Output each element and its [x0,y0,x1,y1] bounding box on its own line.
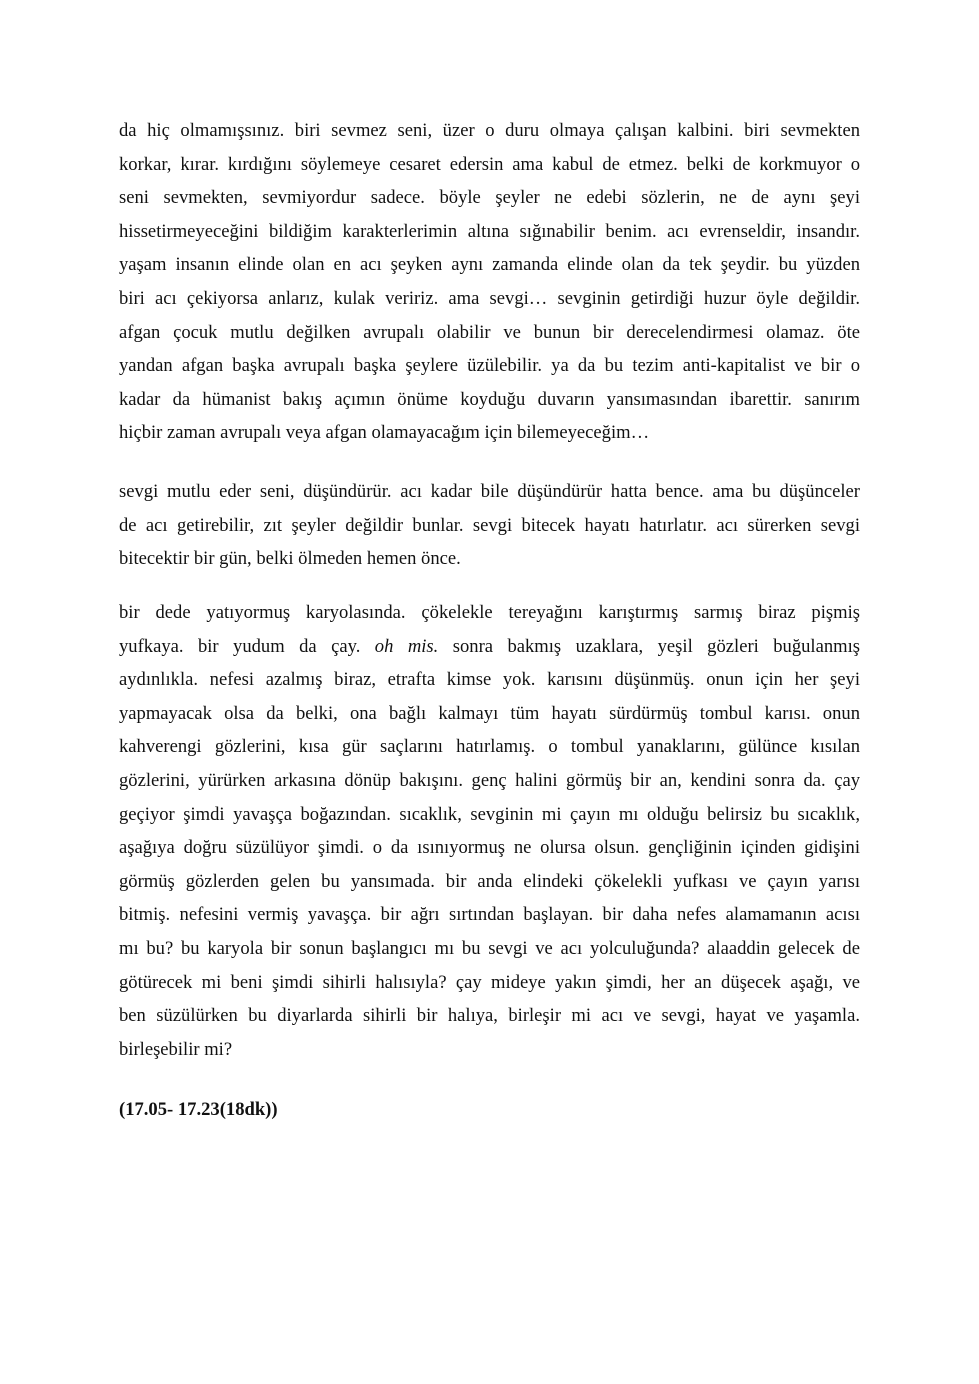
text-segment: sonra bakmış uzaklara, yeşil gözleri buğulanmış [452,635,860,657]
text-line: yaşam insanın elinde olan en acı şeyken aynı zamanda elinde olan da tek şeydir. bu yüzden [119,254,860,276]
text-line: hiçbir zaman avrupalı veya afgan olamayacağım için bilemeyeceğim… [119,422,650,444]
paragraph-1 [119,114,860,450]
text-line: de acı getirebilir, zıt şeyler değildir bunlar. sevgi bitecek hayatı hatırlatır. acı sürerken sevgi [119,514,860,536]
italic-phrase: oh mis. [374,635,439,657]
text-line: geçiyor şimdi yavaşça boğazından. sıcaklık, sevginin mi çayın mı olduğu belirsiz bu sıcaklık, [119,803,860,825]
text-line-with-italic [119,630,860,664]
text-line: yandan afgan başka avrupalı başka şeylere üzülebilir. ya da bu tezim anti-kapitalist ve bir o [119,355,860,377]
text-line: hissetirmeyeceğini bildiğim karakterlerimin altına sığınabilir benim. acı evrenseldir, insandır. [119,220,860,242]
text-line: da hiç olmamışsınız. biri sevmez seni, üzer o duru olmaya çalışan kalbini. biri sevmekten [119,120,860,141]
time-signature [119,1093,860,1127]
text-line: kadar da hümanist bakış açımın önüme koyduğu duvarın yansımasından ibarettir. sanırım [119,388,860,410]
text-line: bir dede yatıyormuş karyolasında. çökelekle tereyağını karıştırmış sarmış biraz pişmiş [119,602,860,623]
text-line: götürecek mi beni şimdi sihirli halısıyla? çay mideye yakın şimdi, her an düşecek aşağı, ve [119,971,860,993]
text-line: ben süzülürken bu diyarlarda sihirli bir halıya, birleşir mi acı ve sevgi, hayat ve yaşamla. [119,1005,860,1027]
text-segment: yufkaya. bir yudum da çay. [119,635,361,657]
text-line: bitmiş. nefesini vermiş yavaşça. bir ağrı sırtından başlayan. bir daha nefes alamamanın acısı [119,904,860,926]
text-line: korkar, kırar. kırdığını söylemeye cesaret edersin ama kabul de etmez. belki de korkmuyor o [119,153,860,175]
text-line: sevgi mutlu eder seni, düşündürür. acı kadar bile düşündürür hatta bence. ama bu düşünceler [119,481,860,502]
text-line: gözlerini, yürürken arkasına dönüp bakışını. genç halini görmüş bir an, kendini sonra da. çay [119,769,860,791]
text-line: afgan çocuk mutlu değilken avrupalı olabilir ve bunun bir derecelendirmesi olamaz. öte [119,321,860,343]
text-line: birleşebilir mi? [119,1038,233,1060]
text-line: aydınlıkla. nefesi azalmış biraz, etrafta kimse yok. karısını düşünmüş. onun için her şeyi [119,669,860,691]
text-line: görmüş gözlerden gelen bu yansımada. bir anda elindeki çökelekli yufkası ve çayın yarısı [119,870,860,892]
signature-text: (17.05- 17.23(18dk)) [119,1099,278,1120]
text-line: yapmayacak olsa da belki, ona bağlı kalmayı tüm hayatı sürdürmüş tombul karısı. onun [119,702,860,724]
text-line: biri acı çekiyorsa anlarız, kulak veririz. ama sevgi… sevginin getirdiği huzur öyle değildir. [119,287,860,309]
paragraph-3 [119,596,860,1066]
text-line: mı bu? bu karyola bir sonun başlangıcı mı bu sevgi ve acı yolculuğunda? alaaddin gelecek de [119,937,860,959]
text-line: bitecektir bir gün, belki ölmeden hemen önce. [119,548,461,570]
text-line: kahverengi gözlerini, kısa gür saçlarını hatırlamış. o tombul yanaklarını, gülünce kısılan [119,736,860,758]
text-line: seni sevmekten, sevmiyordur sadece. böyle şeyler ne edebi sözlerin, ne de aynı şeyi [119,187,860,209]
text-line: aşağıya doğru süzülüyor şimdi. o da ısınıyormuş ne olursa olsun. gençliğinin içinden gidişini [119,837,860,859]
paragraph-2 [119,475,860,576]
